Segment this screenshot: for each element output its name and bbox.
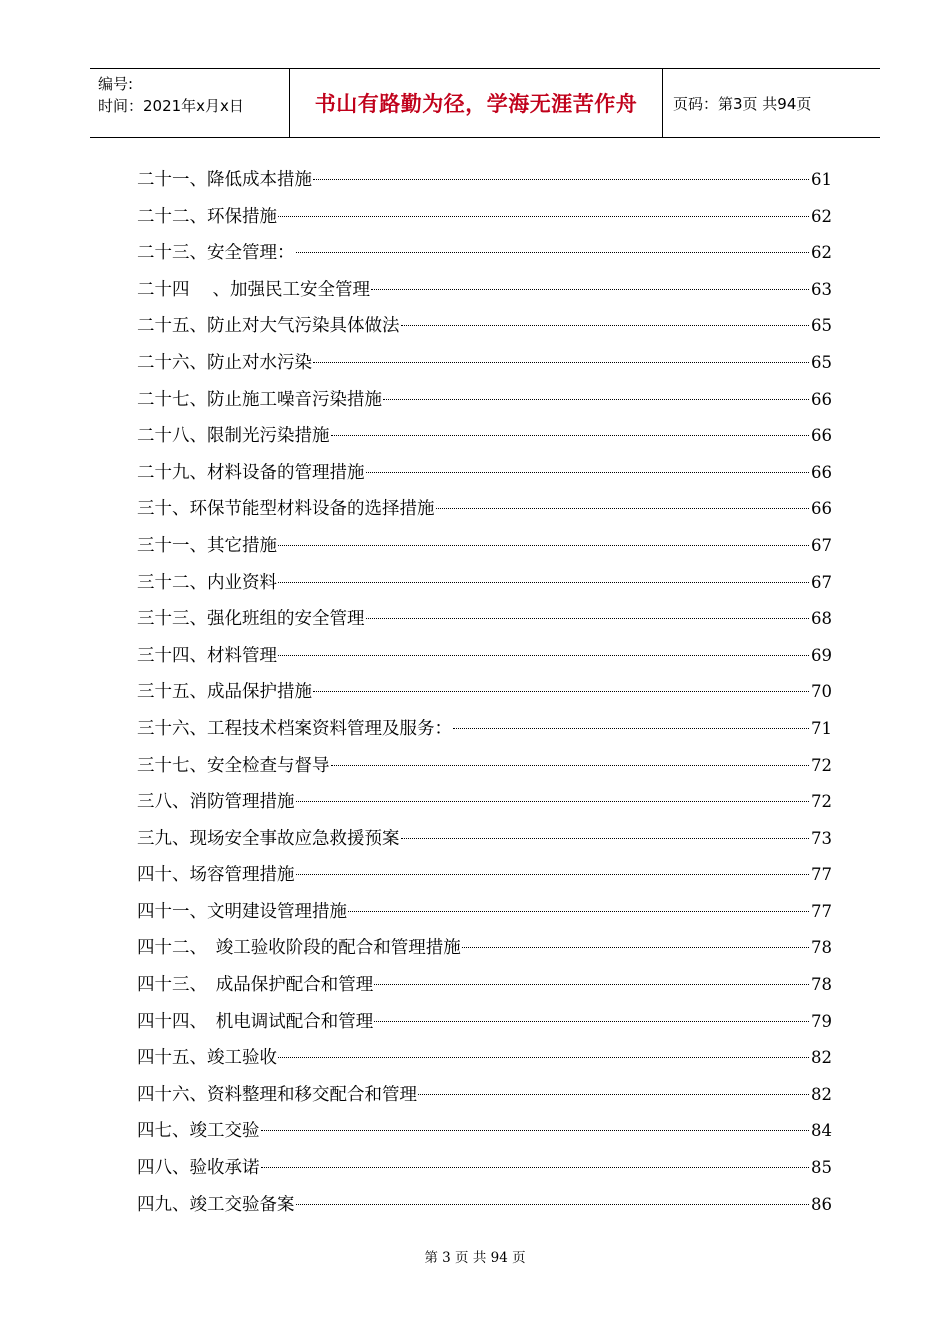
toc-dot-leader [313,178,809,180]
toc-entry-page: 65 [811,316,832,336]
toc-dot-leader [278,215,809,217]
toc-entry-page: 71 [811,718,832,738]
toc-entry[interactable] [137,1004,832,1041]
toc-entry-title: 四八、验收承诺 [137,1158,260,1179]
toc-entry[interactable] [137,418,832,455]
toc-entry-title: 二十四 、加强民工安全管理 [137,279,371,300]
toc-entry-title: 二十二、环保措施 [137,206,277,227]
toc-entry[interactable] [137,857,832,894]
toc-entry[interactable] [137,784,832,821]
toc-entry[interactable] [137,1150,832,1187]
toc-entry[interactable] [137,1077,832,1114]
toc-dot-leader [296,800,810,802]
toc-entry-page: 68 [811,609,832,629]
toc-entry[interactable] [137,638,832,675]
toc-entry[interactable] [137,711,832,748]
toc-entry-page: 73 [811,828,832,848]
toc-entry-title: 四十四、 机电调试配合和管理 [137,1011,374,1032]
toc-entry-title: 三八、消防管理措施 [137,792,295,813]
toc-entry-page: 77 [811,901,832,921]
toc-entry[interactable] [137,674,832,711]
toc-dot-leader [401,324,810,326]
toc-entry-title: 三九、现场安全事故应急救援预案 [137,828,400,849]
toc-entry-page: 66 [811,499,832,519]
toc-entry-page: 86 [811,1194,832,1214]
toc-entry-title: 三十二、内业资料 [137,572,277,593]
toc-entry-title: 二十七、防止施工噪音污染措施 [137,389,382,410]
toc-entry[interactable] [137,601,832,638]
toc-entry[interactable] [137,455,832,492]
toc-dot-leader [261,1129,810,1131]
toc-entry-page: 78 [811,975,832,995]
toc-entry-title: 四十一、文明建设管理措施 [137,901,347,922]
toc-entry-title: 三十四、材料管理 [137,645,277,666]
toc-entry[interactable] [137,308,832,345]
toc-entry-page: 67 [811,535,832,555]
toc-entry-title: 三十一、其它措施 [137,535,277,556]
toc-entry[interactable] [137,565,832,602]
toc-dot-leader [296,1203,810,1205]
toc-dot-leader [374,1020,809,1022]
toc-entry[interactable] [137,528,832,565]
toc-entry[interactable] [137,382,832,419]
toc-entry-title: 三十六、工程技术档案资料管理及服务： [137,718,452,739]
toc-dot-leader [331,434,810,436]
toc-entry-page: 65 [811,352,832,372]
toc-entry-title: 四九、竣工交验备案 [137,1194,295,1215]
toc-entry[interactable] [137,235,832,272]
header-page-number: 页码：第3页 共94页 [673,94,812,113]
table-of-contents [137,162,832,1223]
header-meta [90,69,290,137]
toc-entry[interactable] [137,491,832,528]
toc-dot-leader [313,690,809,692]
toc-entry-page: 66 [811,462,832,482]
toc-entry[interactable] [137,821,832,858]
toc-entry-page: 84 [811,1121,832,1141]
document-time-label: 时间：2021年x月x日 [98,97,244,115]
toc-dot-leader [418,1093,809,1095]
toc-dot-leader [278,654,809,656]
toc-entry-title: 二十三、安全管理： [137,243,295,264]
toc-entry[interactable] [137,930,832,967]
toc-entry-page: 72 [811,755,832,775]
toc-entry-title: 二十六、防止对水污染 [137,352,312,373]
toc-dot-leader [296,873,810,875]
toc-dot-leader [366,471,810,473]
toc-entry-title: 三十五、成品保护措施 [137,682,312,703]
toc-entry-title: 二十八、限制光污染措施 [137,426,330,447]
toc-entry-title: 二十五、防止对大气污染具体做法 [137,316,400,337]
toc-entry-page: 62 [811,206,832,226]
toc-dot-leader [453,727,809,729]
toc-entry-title: 三十三、强化班组的安全管理 [137,609,365,630]
toc-entry[interactable] [137,1187,832,1224]
toc-entry-page: 66 [811,389,832,409]
toc-dot-leader [278,1056,809,1058]
toc-entry[interactable] [137,1040,832,1077]
toc-entry-title: 四十六、资料整理和移交配合和管理 [137,1084,417,1105]
toc-dot-leader [296,251,810,253]
toc-entry-title: 四十三、 成品保护配合和管理 [137,975,374,996]
toc-dot-leader [261,1166,810,1168]
toc-dot-leader [313,361,809,363]
toc-entry-page: 69 [811,645,832,665]
toc-dot-leader [348,910,809,912]
toc-entry-page: 82 [811,1084,832,1104]
toc-dot-leader [462,946,809,948]
toc-entry-page: 61 [811,170,832,189]
toc-entry-page: 79 [811,1011,832,1031]
toc-dot-leader [331,764,810,766]
toc-entry-title: 三十、环保节能型材料设备的选择措施 [137,499,435,520]
toc-entry-title: 四七、竣工交验 [137,1121,260,1142]
toc-entry-page: 72 [811,792,832,812]
toc-entry-page: 62 [811,243,832,263]
toc-entry-title: 四十、场容管理措施 [137,865,295,886]
toc-entry[interactable] [137,162,832,199]
toc-entry[interactable] [137,894,832,931]
toc-entry[interactable] [137,199,832,236]
toc-dot-leader [436,507,810,509]
header-motto: 书山有路勤为径，学海无涯苦作舟 [290,69,663,137]
toc-entry-page: 82 [811,1048,832,1068]
toc-entry-title: 四十五、竣工验收 [137,1048,277,1069]
toc-entry[interactable] [137,748,832,785]
toc-entry-page: 77 [811,865,832,885]
toc-dot-leader [366,617,810,619]
toc-dot-leader [278,581,809,583]
toc-dot-leader [401,837,810,839]
toc-entry-page: 67 [811,572,832,592]
toc-entry[interactable] [137,345,832,382]
toc-entry[interactable] [137,967,832,1004]
toc-entry[interactable] [137,272,832,309]
document-code-label: 编号: [98,75,134,93]
toc-entry-page: 70 [811,682,832,702]
toc-entry-page: 78 [811,938,832,958]
page-header [90,68,880,138]
page-footer: 第 3 页 共 94 页 [424,1250,526,1266]
toc-entry[interactable] [137,1113,832,1150]
toc-entry-title: 二十一、降低成本措施 [137,170,312,190]
toc-entry-title: 二十九、材料设备的管理措施 [137,462,365,483]
toc-dot-leader [278,544,809,546]
toc-entry-page: 63 [811,279,832,299]
toc-entry-title: 四十二、 竣工验收阶段的配合和管理措施 [137,938,461,959]
toc-entry-page: 85 [811,1158,832,1178]
toc-dot-leader [371,288,809,290]
toc-dot-leader [374,983,809,985]
toc-entry-title: 三十七、安全检查与督导 [137,755,330,776]
toc-dot-leader [383,398,809,400]
toc-entry-page: 66 [811,426,832,446]
